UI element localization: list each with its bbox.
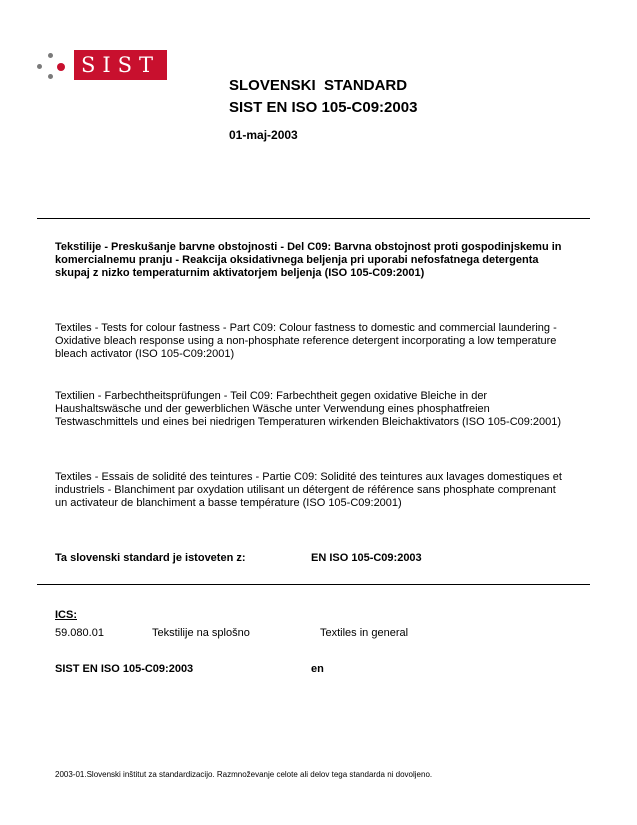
title-english: Textiles - Tests for colour fastness - Part C09: Colour fastness to domestic and commercial laundering - Oxidative bleach response using a non-phosphate reference detergent incorporating a low temperature bleach activator (ISO 105-C09:2001) <box>55 322 557 360</box>
identical-value: EN ISO 105-C09:2003 <box>311 552 422 564</box>
ics-english: Textiles in general <box>320 627 409 639</box>
sist-logo <box>35 46 170 86</box>
document-language: en <box>311 663 324 675</box>
ics-heading: ICS: <box>55 609 77 621</box>
document-code: SIST EN ISO 105-C09:2003 <box>55 663 194 675</box>
logo-dots-icon <box>35 46 69 86</box>
ics-code: 59.080.01 <box>55 627 104 639</box>
bottom-divider <box>37 584 590 585</box>
top-divider <box>37 218 590 219</box>
identical-label: Ta slovenski standard je istoveten z: <box>55 552 246 564</box>
copyright-footer: 2003-01.Slovenski inštitut za standardizacijo. Razmnoževanje celote ali delov tega standarda ni dovoljeno. <box>55 770 433 779</box>
title-german: Textilien - Farbechtheitsprüfungen - Teil C09: Farbechtheit gegen oxidative Bleiche in der Haushaltswäsche und der gewerblichen Wäsche unter Verwendung eines phosphatfreien Testwaschmittels und eines bei niedrigen Temperaturen wirkenden Bleichaktivators (ISO 105-C09:2001) <box>55 390 562 428</box>
publication-date: 01-maj-2003 <box>229 128 298 142</box>
standard-code-heading: SIST EN ISO 105-C09:2003 <box>229 99 418 116</box>
ics-slovenian: Tekstilije na splošno <box>152 627 250 639</box>
standard-type-heading: SLOVENSKI STANDARD <box>229 77 408 94</box>
title-slovenian: Tekstilije - Preskušanje barvne obstojnosti - Del C09: Barvna obstojnost proti gospodinjskemu in komercialnemu pranju - Reakcija oksidativnega beljenja pri uporabi nefosfatnega detergenta skupaj z nizko temperaturnim aktivatorjem beljenja (ISO 105-C09:2001) <box>55 241 562 279</box>
logo-wordmark: SIST <box>74 50 167 80</box>
title-french: Textiles - Essais de solidité des teintures - Partie C09: Solidité des teintures aux lavages domestiques et industriels - Blanchiment par oxydation utilisant un détergent de référence sans phosphate comprenant un activateur de blanchiment a basse température (ISO 105-C09:2001) <box>55 471 562 509</box>
